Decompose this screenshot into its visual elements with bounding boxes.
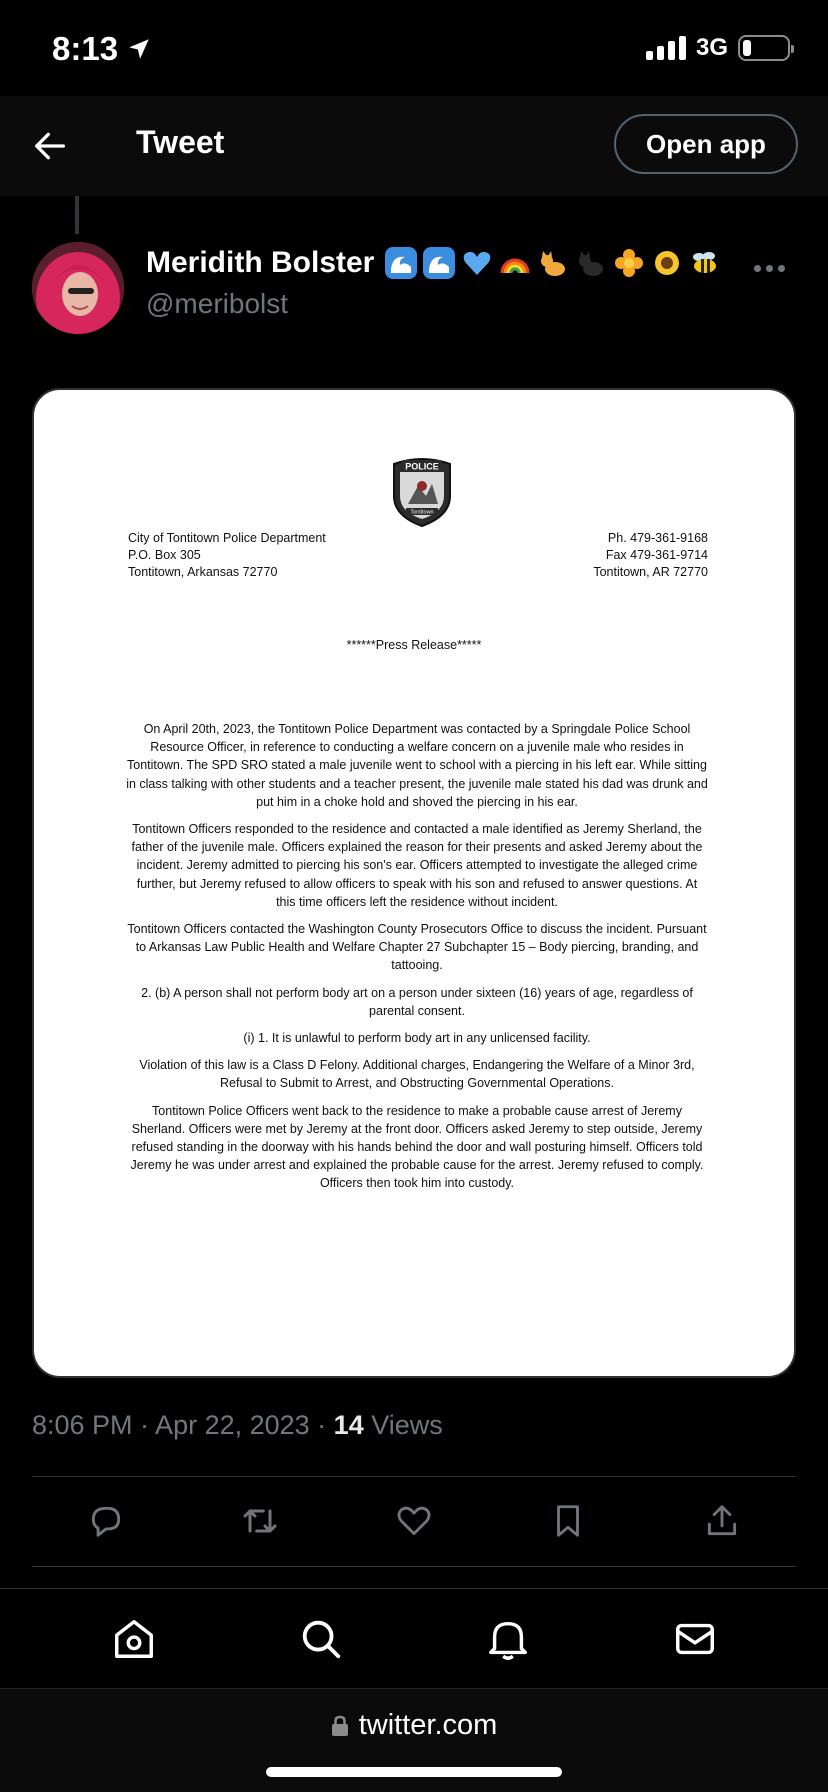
like-icon [395,1502,433,1540]
wave-emoji [422,246,456,280]
wave-emoji [384,246,418,280]
lock-icon [331,1715,349,1737]
phone-line: Ph. 479-361-9168 [607,531,708,545]
open-app-button[interactable]: Open app [614,114,798,174]
sender-address [128,530,326,581]
avatar[interactable] [32,242,124,334]
home-indicator[interactable] [266,1767,562,1777]
reply-icon [87,1502,125,1540]
bookmark-icon [549,1502,587,1540]
fax-line: Fax 479-361-9714 [605,548,708,562]
badge-city: Tontitown [410,509,434,516]
share-button[interactable] [702,1501,742,1541]
cat-emoji [536,246,570,280]
paragraph-1: On April 20th, 2023, the Tontitown Police Department was contacted by a Springdale Police School Resource Officer, in reference to conducting a welfare concern on a juvenile male who resides in Tontitown. The SPD SRO stated a male juvenile went to school with a piercing in his left ear. While sitting in class talking with other students and a teacher present, the juvenile male stated his dad was drunk and put him in a choke hold and shoved the piercing in his ear. [126,722,708,809]
blue-heart-emoji [460,246,494,280]
search-icon [298,1616,344,1662]
browser-address-bar[interactable] [0,1688,828,1792]
status-time-text: 8:13 [52,30,119,67]
rainbow-emoji [498,246,532,280]
avatar-image [32,242,124,334]
badge-text: POLICE [405,461,439,472]
reply-button[interactable] [86,1501,126,1541]
notifications-icon [485,1616,531,1662]
back-button[interactable] [30,126,70,166]
messages-icon [672,1616,718,1662]
document-title: ******Press Release***** [346,638,482,652]
more-options-button[interactable] [754,258,794,278]
nav-messages[interactable] [671,1615,719,1663]
bottom-nav [0,1588,828,1688]
tweet-image[interactable] [32,388,796,1378]
author-name[interactable] [146,246,722,280]
address-line: P.O. Box 305 [128,548,201,562]
tweet-header [0,96,828,196]
bookmark-button[interactable] [548,1501,588,1541]
city-line: Tontitown, AR 72770 [593,565,708,579]
tweet-actions [32,1476,796,1566]
paragraph-7: Tontitown Police Officers went back to the residence to make a probable cause arrest of Jeremy Sherland. Officers were met by Jeremy at the front door. Officers asked Jeremy to step outside, Jeremy refused standing in the doorway with his hands behind the door and wall posturing himself. Officers told Jeremy he was under arrest and explained the probable cause for the arrest. Jeremy refused to comply. Officers then took him into custody. [130,1103,704,1191]
status-indicators [646,34,790,62]
paragraph-4: 2. (b) A person shall not perform body art on a person under sixteen (16) years of age, regardless of parental consent. [141,985,693,1018]
location-arrow-icon [126,36,152,62]
more-dot-icon [754,265,761,272]
timestamp[interactable]: 8:06 PM · Apr 22, 2023 · [32,1410,334,1440]
url-display[interactable] [0,1709,828,1742]
divider [32,1566,796,1567]
signal-icon [646,36,686,60]
home-icon [111,1616,157,1662]
like-button[interactable] [394,1501,434,1541]
author-handle[interactable]: @meribolst [146,288,289,319]
nav-search[interactable] [297,1615,345,1663]
back-arrow-icon [30,126,70,166]
black-cat-emoji [574,246,608,280]
contact-info [593,530,708,581]
more-dot-icon [766,265,773,272]
nav-notifications[interactable] [484,1615,532,1663]
retweet-button[interactable] [240,1501,280,1541]
share-icon [703,1502,741,1540]
thread-line [75,196,79,234]
views-count: 14 [333,1410,364,1440]
views-label: Views [363,1410,443,1440]
paragraph-2: Tontitown Officers responded to the residence and contacted a male identified as Jeremy Sherland, the father of the juvenile male. Officers explained the reason for their presents and asked Jeremy about the incident. Jeremy admitted to piercing his son's ear. Officers attempted to investigate the alleged crime further, but Jeremy refused to allow officers to speak with his son and refused to answer questions. At this time officers left the residence without incident. [131,822,703,909]
document-body [126,720,708,1202]
page-title: Tweet [136,124,225,160]
status-time [52,30,152,68]
battery-icon [738,35,790,61]
blossom-emoji [612,246,646,280]
police-badge-icon [388,456,456,528]
nav-home[interactable] [110,1615,158,1663]
paragraph-6: Violation of this law is a Class D Felony. Additional charges, Endangering the Welfare of a Minor 3rd, Refusal to Submit to Arrest, and Obstructing Governmental Operations. [139,1058,695,1091]
address-line: Tontitown, Arkansas 72770 [128,565,278,579]
address-line: City of Tontitown Police Department [128,531,326,545]
tweet-meta [32,1410,443,1441]
network-type: 3G [695,34,728,61]
paragraph-5: (i) 1. It is unlawful to perform body art in any unlicensed facility. [243,1031,591,1046]
more-dot-icon [778,265,785,272]
name-emojis [384,246,722,280]
paragraph-3: Tontitown Officers contacted the Washington County Prosecutors Office to discuss the incident. Pursuant to Arkansas Law Public Health and Welfare Chapter 27 Subchapter 15 – Body piercing, branding, and tattooing. [127,922,707,973]
bee-emoji [688,246,722,280]
battery-fill [743,40,751,56]
url-text: twitter.com [358,1709,498,1741]
status-bar [0,0,828,96]
author-name-text: Meridith Bolster [146,246,375,279]
sunflower-emoji [650,246,684,280]
retweet-icon [240,1501,280,1541]
